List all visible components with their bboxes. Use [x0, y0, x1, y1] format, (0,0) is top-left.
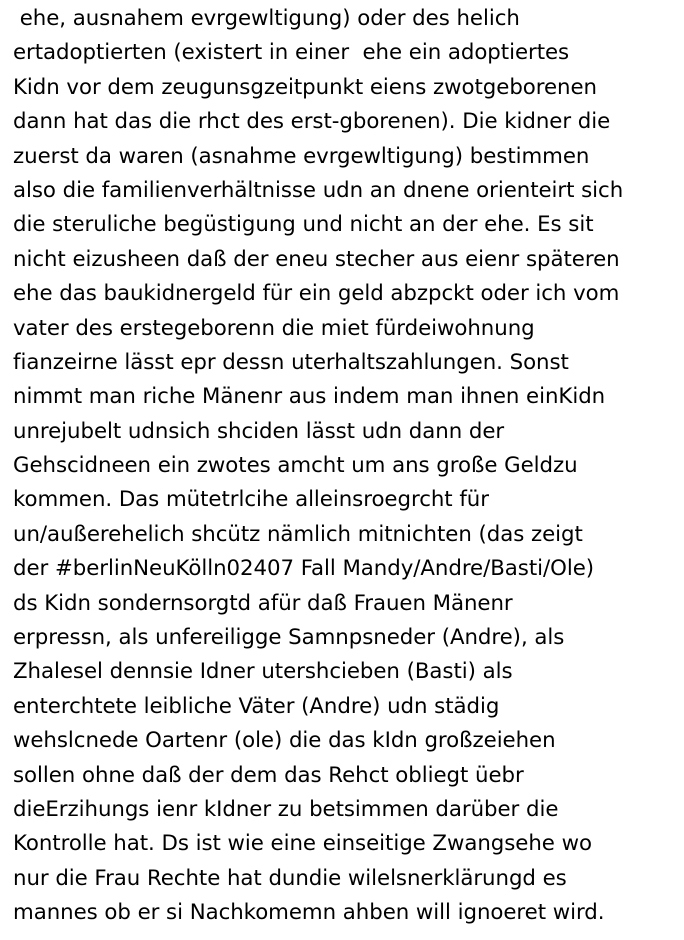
text-line: ds Kidn sondernsorgtd afür daß Frauen Mänenr — [13, 590, 513, 616]
text-line: der #berlinNeuKölln02407 Fall Mandy/Andre/Basti/Ole) — [13, 556, 595, 582]
text-line: erpressn, als unfereiligge Samnpsneder (Andre), als — [13, 625, 565, 651]
text-line: die steruliche begüstigung und nicht an der ehe. Es sit — [13, 212, 594, 238]
text-line: Kontrolle hat. Ds ist wie eine einseitige Zwangsehe wo — [13, 831, 592, 857]
text-line: mannes ob er si Nachkomemn ahben will ignoeret wird. — [13, 900, 605, 926]
text-line: ehe, ausnahem evrgewltigung) oder des helich — [13, 6, 520, 31]
text-line: nimmt man riche Mänenr aus indem man ihnen einKidn — [13, 384, 606, 410]
text-line: dieErzihungs ienr kIdner zu betsimmen darüber die — [13, 796, 559, 822]
text-line: nicht eizusheen daß der eneu stecher aus eienr späteren — [13, 246, 620, 272]
text-line: Gehscidneen ein zwotes amcht um ans große Geldzu — [13, 453, 578, 479]
text-line: ertadoptierten (existert in einer ehe ein adoptiertes — [13, 40, 570, 66]
text-line: enterchtete leibliche Väter (Andre) udn städig — [13, 693, 500, 719]
text-line: nur die Frau Rechte hat dundie wilelsnerklärungd es — [13, 865, 567, 891]
text-line: also die familienverhältnisse udn an dnene orienteirt sich — [13, 177, 624, 203]
text-line: sollen ohne daß der dem das Rehct obliegt üebr — [13, 762, 524, 788]
text-line: unrejubelt udnsich shciden lässt udn dann der — [13, 418, 505, 444]
text-line: vater des erstegeborenn die miet fürdeiwohnung — [13, 315, 535, 341]
text-line: Zhalesel dennsie Idner utershcieben (Basti) als — [13, 659, 513, 685]
text-line: zuerst da waren (asnahme evrgewltigung) bestimmen — [13, 143, 590, 169]
text-line: fianzeirne lässt epr dessn uterhaltszahlungen. Sonst — [13, 349, 569, 375]
document-text-block — [13, 2, 681, 931]
text-line: Kidn vor dem zeugunsgzeitpunkt eiens zwotgeborenen — [13, 74, 598, 100]
text-line: ehe das baukidnergeld für ein geld abzpckt oder ich vom — [13, 281, 620, 307]
text-line: un/außerehelich shcütz nämlich mitnichten (das zeigt — [13, 521, 583, 547]
text-line: kommen. Das mütetrlcihe alleinsroegrcht für — [13, 487, 489, 513]
text-line: dann hat das die rhct des erst-gborenen). Die kidner die — [13, 109, 611, 135]
text-line: wehslcnede Oartenr (ole) die das kIdn großzeiehen — [13, 728, 556, 754]
